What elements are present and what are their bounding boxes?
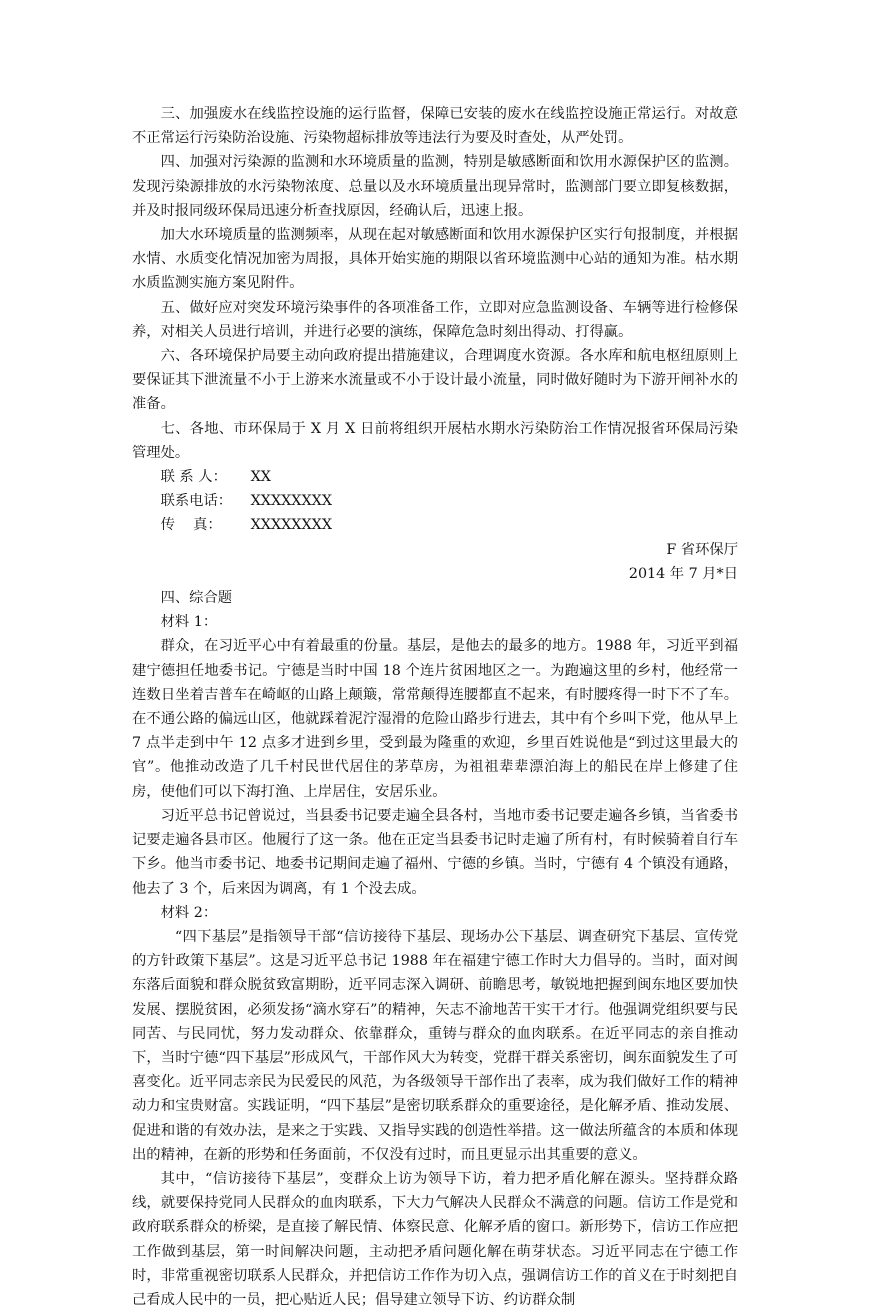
paragraph-item-three: 三、加强废水在线监控设施的运行监督，保障已安装的废水在线监控设施正常运行。对故意不正常运行污染防治设施、污染物超标排放等违法行为要及时查处，从严处罚。 xyxy=(132,106,738,147)
signature-date: 2014 年 7 月*日 xyxy=(628,565,738,582)
paragraph-monitoring-frequency: 加大水环境质量的监测频率，从现在起对敏感断面和饮用水源保护区实行旬报制度，并根据水情、水质变化情况加密为周报，具体开始实施的期限以省环境监测中心站的通知为准。枯水期水质监测实施方案见附件。 xyxy=(132,227,738,292)
contact-person-label: 联 系 人： xyxy=(160,469,227,486)
contact-phone-label: 联系电话： xyxy=(160,493,233,510)
contact-person-value: XX xyxy=(250,469,271,486)
paragraph-item-five: 五、做好应对突发环境污染事件的各项准备工作，立即对应急监测设备、车辆等进行检修保养，对相关人员进行培训，并进行必要的演练，保障危急时刻出得动、打得赢。 xyxy=(132,299,738,340)
material2-label: 材料 2： xyxy=(160,904,218,921)
material2-paragraph: 其中，“信访接待下基层”，变群众上访为领导下访，着力把矛盾化解在源头。坚持群众路线，就要保持党同人民群众的血肉联系，下大力气解决人民群众不满意的问题。信访工作是党和政府联系群众的桥梁，是直接了解民情、体察民意、化解矛盾的窗口。新形势下，信访工作应把工作做到基层，第一时间解决问题，主动把矛盾问题化解在萌芽状态。习近平同志在宁德工作时，非常重视密切联系人民群众，并把信访工作作为切入点，强调信访工作的首义在于时刻把自己看成人民中的一员，把心贴近人民；倡导建立领导下访、约访群众制 xyxy=(132,1170,738,1308)
contact-phone-value: XXXXXXXX xyxy=(250,493,333,510)
section-heading: 四、综合题 xyxy=(160,590,233,607)
contact-fax-label: 传 真： xyxy=(160,517,222,534)
contact-fax-row xyxy=(132,513,738,537)
material1-paragraph: 群众，在习近平心中有着最重的份量。基层，是他去的最多的地方。1988 年，习近平到福建宁德担任地委书记。宁德是当时中国 18 个连片贫困地区之一。为跑遍这里的乡村，他经常一连数日坐着吉普车在崎岖的山路上颠簸，常常颠得连腰都直不起来，有时腰疼得一时下不了车。在不通公路的偏远山区，他就踩着泥泞湿滑的危险山路步行进去，其中有个乡叫下党，他从早上 7 点半走到中午 12 点多才进到乡里，受到最为隆重的欢迎，乡里百姓说他是“到过这里最大的官”。他推动改造了几千村民世代居住的茅草房，为祖祖辈辈漂泊海上的船民在岸上修建了住房，使他们可以下海打渔、上岸居住，安居乐业。 xyxy=(132,638,738,800)
contact-phone-row xyxy=(132,489,738,513)
material1-label: 材料 1： xyxy=(160,614,218,631)
document-page xyxy=(132,102,738,1312)
material2-paragraph: “四下基层”是指领导干部“信访接待下基层、现场办公下基层、调查研究下基层、宣传党的方针政策下基层”。这是习近平总书记 1988 年在福建宁德工作时大力倡导的。当时，面对闽东落后面貌和群众脱贫致富期盼，近平同志深入调研、前瞻思考，敏锐地把握到闽东地区要加快发展、摆脱贫困，必须发扬“滴水穿石”的精神，矢志不渝地苦干实干才行。他强调党组织要与民同苦、与民同忧，努力发动群众、依靠群众，重铸与群众的血肉联系。在近平同志的亲自推动下，当时宁德“四下基层”形成风气，干部作风大为转变，党群干群关系密切，闽东面貌发生了可喜变化。近平同志亲民为民爱民的风范，为各级领导干部作出了表率，成为我们做好工作的精神动力和宝贵财富。实践证明，“四下基层”是密切联系群众的重要途径，是化解矛盾、推动发展、促进和谐的有效办法，是来之于实践、又指导实践的创造性举措。这一做法所蕴含的本质和体现出的精神，在新的形势和任务面前，不仅没有过时，而且更显示出其重要的意义。 xyxy=(132,928,738,1163)
paragraph-item-seven: 七、各地、市环保局于 X 月 X 日前将组织开展枯水期水污染防治工作情况报省环保局污染管理处。 xyxy=(132,420,738,461)
signature-org: F 省环保厅 xyxy=(666,541,738,558)
contact-person-row xyxy=(132,465,738,489)
contact-fax-value: XXXXXXXX xyxy=(250,517,333,534)
paragraph-item-four: 四、加强对污染源的监测和水环境质量的监测，特别是敏感断面和饮用水源保护区的监测。发现污染源排放的水污染物浓度、总量以及水环境质量出现异常时，监测部门要立即复核数据，并及时报同级环保局迅速分析查找原因，经确认后，迅速上报。 xyxy=(132,154,738,219)
paragraph-item-six: 六、各环境保护局要主动向政府提出措施建议，合理调度水资源。各水库和航电枢纽原则上要保证其下泄流量不小于上游来水流量或不小于设计最小流量，同时做好随时为下游开闸补水的准备。 xyxy=(132,348,738,413)
material1-paragraph: 习近平总书记曾说过，当县委书记要走遍全县各村，当地市委书记要走遍各乡镇，当省委书记要走遍各县市区。他履行了这一条。他在正定当县委书记时走遍了所有村，有时候骑着自行车下乡。他当市委书记、地委书记期间走遍了福州、宁德的乡镇。当时，宁德有 4 个镇没有通路，他去了 3 个，后来因为调离，有 1 个没去成。 xyxy=(132,807,738,897)
